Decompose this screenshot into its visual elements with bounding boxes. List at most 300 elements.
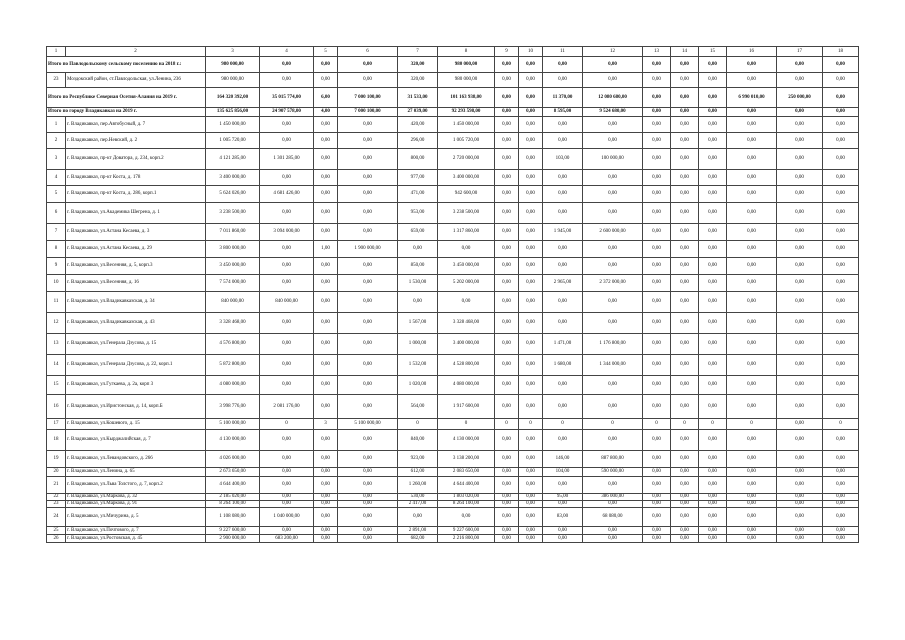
address-cell: г. Владикавказ, ул.Ленина, д. 65 xyxy=(66,468,206,477)
value-cell: 11 370,00 xyxy=(543,88,583,108)
value-cell: 0,00 xyxy=(671,451,699,468)
value-cell: 0,00 xyxy=(823,292,859,313)
value-cell: 101 163 938,00 xyxy=(438,88,495,108)
value-cell: 3 400 000,00 xyxy=(438,334,495,355)
value-cell: 7 574 000,00 xyxy=(206,275,260,292)
value-cell: 0,00 xyxy=(519,117,543,133)
value-cell: 0,00 xyxy=(671,258,699,275)
value-cell: 0,00 xyxy=(338,508,398,527)
value-cell: 0,00 xyxy=(777,419,823,430)
value-cell: 0,00 xyxy=(260,477,314,494)
value-cell: 0,00 xyxy=(260,73,314,88)
value-cell: 0,00 xyxy=(338,468,398,477)
total-label: Итого по Павлодольскому сельскому поселению на 2018 г.: xyxy=(47,57,206,73)
value-cell: 0,00 xyxy=(823,527,859,535)
total-row xyxy=(47,88,859,108)
value-cell: 0,00 xyxy=(314,477,338,494)
value-cell: 0,00 xyxy=(699,241,727,258)
value-cell: 0,00 xyxy=(727,501,777,508)
value-cell: 1 040 000,00 xyxy=(260,508,314,527)
value-cell: 0,00 xyxy=(583,313,643,334)
value-cell: 0,00 xyxy=(314,275,338,292)
value-cell: 0,00 xyxy=(583,133,643,149)
value-cell: 0,00 xyxy=(699,292,727,313)
value-cell: 27 039,00 xyxy=(398,108,438,117)
value-cell: 1 945,00 xyxy=(543,224,583,241)
value-cell: 320,00 xyxy=(398,57,438,73)
value-cell: 0,00 xyxy=(777,313,823,334)
value-cell: 0,00 xyxy=(671,355,699,376)
value-cell: 0,00 xyxy=(643,430,671,451)
value-cell: 0,00 xyxy=(671,186,699,203)
value-cell: 0,00 xyxy=(260,241,314,258)
table-row xyxy=(47,419,859,430)
row-number: 15 xyxy=(47,376,66,395)
value-cell: 0,00 xyxy=(699,170,727,186)
value-cell: 0,00 xyxy=(823,170,859,186)
value-cell: 0,00 xyxy=(823,395,859,419)
value-cell: 0,00 xyxy=(643,535,671,543)
value-cell: 0,00 xyxy=(777,57,823,73)
value-cell: 0,00 xyxy=(643,501,671,508)
row-number: 16 xyxy=(47,395,66,419)
value-cell: 0,00 xyxy=(495,451,519,468)
value-cell: 8 595,00 xyxy=(543,108,583,117)
value-cell: 0,00 xyxy=(543,133,583,149)
value-cell: 0,00 xyxy=(583,430,643,451)
value-cell: 0,00 xyxy=(583,376,643,395)
value-cell: 0,00 xyxy=(495,355,519,376)
value-cell: 0 xyxy=(671,419,699,430)
value-cell: 0,00 xyxy=(727,355,777,376)
value-cell: 0,00 xyxy=(727,292,777,313)
value-cell: 0,00 xyxy=(495,170,519,186)
value-cell: 0,00 xyxy=(699,395,727,419)
value-cell: 0,00 xyxy=(495,468,519,477)
value-cell: 0,00 xyxy=(338,224,398,241)
table-row xyxy=(47,224,859,241)
value-cell: 0,00 xyxy=(727,241,777,258)
header-row xyxy=(47,47,859,57)
column-number-header: 11 xyxy=(543,47,583,57)
value-cell: 0 xyxy=(823,419,859,430)
value-cell: 1,00 xyxy=(314,241,338,258)
address-cell: г. Владикавказ, ул.Левандовского, д. 266 xyxy=(66,451,206,468)
value-cell: 3 xyxy=(314,419,338,430)
value-cell: 2 185 020,00 xyxy=(206,494,260,501)
table-row xyxy=(47,477,859,494)
address-cell: г. Владикавказ, ул.Ростовская, д. 45 xyxy=(66,535,206,543)
address-cell: г. Владикавказ, ул.Почтового, д. 7 xyxy=(66,527,206,535)
column-number-header: 13 xyxy=(643,47,671,57)
value-cell: 1 532,00 xyxy=(398,355,438,376)
value-cell: 0,00 xyxy=(727,258,777,275)
value-cell: 0,00 xyxy=(823,334,859,355)
value-cell: 840,00 xyxy=(398,430,438,451)
value-cell: 0,00 xyxy=(314,133,338,149)
value-cell: 0,00 xyxy=(495,117,519,133)
value-cell: 0,00 xyxy=(777,292,823,313)
value-cell: 250 000,00 xyxy=(777,88,823,108)
value-cell: 0 xyxy=(583,419,643,430)
address-cell: г. Владикавказ, пер.Автобусный, д. 7 xyxy=(66,117,206,133)
row-number: 20 xyxy=(47,468,66,477)
table-row xyxy=(47,275,859,292)
value-cell: 0,00 xyxy=(699,108,727,117)
value-cell: 9 227 600,00 xyxy=(438,527,495,535)
value-cell: 0,00 xyxy=(495,313,519,334)
value-cell: 0,00 xyxy=(495,527,519,535)
value-cell: 0,00 xyxy=(338,494,398,501)
row-number: 23 xyxy=(47,501,66,508)
value-cell: 4 644 400,00 xyxy=(438,477,495,494)
value-cell: 68 080,00 xyxy=(583,508,643,527)
column-number-header: 6 xyxy=(338,47,398,57)
value-cell: 0,00 xyxy=(823,494,859,501)
value-cell: 0,00 xyxy=(823,203,859,224)
value-cell: 0,00 xyxy=(777,477,823,494)
value-cell: 0,00 xyxy=(777,508,823,527)
value-cell: 4 121 285,00 xyxy=(206,149,260,170)
address-cell: г. Владикавказ, ул.Академика Шегрена, д. 1 xyxy=(66,203,206,224)
table-row xyxy=(47,501,859,508)
value-cell: 3 138 200,00 xyxy=(438,451,495,468)
value-cell: 3 450 000,00 xyxy=(438,258,495,275)
value-cell: 0,00 xyxy=(699,468,727,477)
row-number: 7 xyxy=(47,224,66,241)
row-number: 17 xyxy=(47,419,66,430)
value-cell: 0,00 xyxy=(643,477,671,494)
value-cell: 0,00 xyxy=(519,508,543,527)
value-cell: 0,00 xyxy=(699,186,727,203)
value-cell: 0,00 xyxy=(777,186,823,203)
value-cell: 0,00 xyxy=(583,73,643,88)
value-cell: 0,00 xyxy=(671,57,699,73)
value-cell: 0,00 xyxy=(519,355,543,376)
value-cell: 4,00 xyxy=(314,108,338,117)
value-cell: 1 344 000,00 xyxy=(583,355,643,376)
value-cell: 5 100 000,00 xyxy=(206,419,260,430)
value-cell: 0,00 xyxy=(671,224,699,241)
value-cell: 2 891,00 xyxy=(398,527,438,535)
value-cell: 0 xyxy=(398,419,438,430)
address-cell: г. Владикавказ, ул.Генерала Дзусова, д. 15 xyxy=(66,334,206,355)
value-cell: 0,00 xyxy=(671,241,699,258)
address-cell: г. Владикавказ, ул.Весенняя, д. 16 xyxy=(66,275,206,292)
value-cell: 0,00 xyxy=(671,477,699,494)
value-cell: 3 400 000,00 xyxy=(438,170,495,186)
value-cell: 8 264 100,00 xyxy=(438,501,495,508)
value-cell: 0,00 xyxy=(338,477,398,494)
row-number: 1 xyxy=(47,117,66,133)
value-cell: 0,00 xyxy=(727,203,777,224)
value-cell: 0,00 xyxy=(338,355,398,376)
value-cell: 0,00 xyxy=(338,73,398,88)
row-number: 11 xyxy=(47,292,66,313)
table-row xyxy=(47,395,859,419)
value-cell: 0,00 xyxy=(495,292,519,313)
value-cell: 2 600 000,00 xyxy=(583,224,643,241)
value-cell: 1 108 080,00 xyxy=(206,508,260,527)
value-cell: 2 900 000,00 xyxy=(206,535,260,543)
value-cell: 0,00 xyxy=(314,527,338,535)
value-cell: 3 238 500,00 xyxy=(206,203,260,224)
value-cell: 0,00 xyxy=(699,203,727,224)
value-cell: 0,00 xyxy=(495,133,519,149)
value-cell: 0,00 xyxy=(338,117,398,133)
value-cell: 0,00 xyxy=(314,468,338,477)
value-cell: 320,00 xyxy=(398,73,438,88)
value-cell: 5 624 026,00 xyxy=(206,186,260,203)
value-cell: 0,00 xyxy=(260,527,314,535)
value-cell: 0,00 xyxy=(260,117,314,133)
value-cell: 0,00 xyxy=(727,108,777,117)
value-cell: 0,00 xyxy=(643,292,671,313)
value-cell: 0,00 xyxy=(543,258,583,275)
value-cell: 0,00 xyxy=(643,108,671,117)
value-cell: 0,00 xyxy=(671,108,699,117)
value-cell: 0,00 xyxy=(338,258,398,275)
value-cell: 0,00 xyxy=(583,501,643,508)
value-cell: 0,00 xyxy=(823,451,859,468)
value-cell: 0,00 xyxy=(543,313,583,334)
column-number-header: 16 xyxy=(727,47,777,57)
row-number: 4 xyxy=(47,170,66,186)
total-label: Итого по Республике Северная Осетия-Алания на 2019 г. xyxy=(47,88,206,108)
column-number-header: 14 xyxy=(671,47,699,57)
value-cell: 0,00 xyxy=(777,395,823,419)
value-cell: 0,00 xyxy=(338,292,398,313)
address-cell: г. Владикавказ, пр-кт Доватора, д. 234, корп.2 xyxy=(66,149,206,170)
value-cell: 0,00 xyxy=(495,149,519,170)
table-row xyxy=(47,149,859,170)
value-cell: 0,00 xyxy=(519,376,543,395)
value-cell: 980 000,00 xyxy=(206,73,260,88)
value-cell: 0,00 xyxy=(643,508,671,527)
address-cell: г. Владикавказ, пр-кт Коста, д. 286, корп.1 xyxy=(66,186,206,203)
column-number-header: 9 xyxy=(495,47,519,57)
table-row xyxy=(47,430,859,451)
table-row xyxy=(47,170,859,186)
value-cell: 3 450 000,00 xyxy=(206,258,260,275)
column-number-header: 10 xyxy=(519,47,543,57)
value-cell: 0,00 xyxy=(643,376,671,395)
value-cell: 0,00 xyxy=(314,258,338,275)
table-row xyxy=(47,334,859,355)
value-cell: 840 000,00 xyxy=(260,292,314,313)
value-cell: 0,00 xyxy=(823,149,859,170)
value-cell: 0,00 xyxy=(823,108,859,117)
value-cell: 0,00 xyxy=(699,376,727,395)
value-cell: 0,00 xyxy=(643,395,671,419)
value-cell: 0,00 xyxy=(260,376,314,395)
value-cell: 0,00 xyxy=(699,73,727,88)
value-cell: 0,00 xyxy=(438,241,495,258)
value-cell: 0,00 xyxy=(338,451,398,468)
value-cell: 0,00 xyxy=(727,376,777,395)
address-cell: г. Владикавказ, ул.Кырджалийская, д. 7 xyxy=(66,430,206,451)
value-cell: 0,00 xyxy=(643,527,671,535)
value-cell: 8 264 100,00 xyxy=(206,501,260,508)
row-number: 22 xyxy=(47,494,66,501)
table-row xyxy=(47,508,859,527)
value-cell: 0,00 xyxy=(823,355,859,376)
value-cell: 0 xyxy=(438,419,495,430)
table-row xyxy=(47,313,859,334)
value-cell: 0,00 xyxy=(727,313,777,334)
value-cell: 0,00 xyxy=(314,451,338,468)
value-cell: 0,00 xyxy=(643,224,671,241)
value-cell: 0,00 xyxy=(519,133,543,149)
value-cell: 0,00 xyxy=(699,494,727,501)
value-cell: 0,00 xyxy=(260,451,314,468)
value-cell: 0,00 xyxy=(699,334,727,355)
value-cell: 887 800,00 xyxy=(583,451,643,468)
value-cell: 1 005 720,00 xyxy=(438,133,495,149)
value-cell: 0,00 xyxy=(823,508,859,527)
value-cell: 1 900 000,00 xyxy=(338,241,398,258)
table-row xyxy=(47,258,859,275)
value-cell: 0,00 xyxy=(398,292,438,313)
value-cell: 0,00 xyxy=(260,355,314,376)
value-cell: 0,00 xyxy=(643,57,671,73)
column-number-header: 17 xyxy=(777,47,823,57)
row-number: 2 xyxy=(47,133,66,149)
value-cell: 980 000,00 xyxy=(438,73,495,88)
value-cell: 0,00 xyxy=(727,527,777,535)
value-cell: 0,00 xyxy=(583,170,643,186)
value-cell: 4 576 800,00 xyxy=(206,334,260,355)
value-cell: 0,00 xyxy=(671,88,699,108)
value-cell: 0,00 xyxy=(519,527,543,535)
value-cell: 1 917 600,00 xyxy=(438,395,495,419)
value-cell: 682,00 xyxy=(398,535,438,543)
table-row xyxy=(47,355,859,376)
value-cell: 0,00 xyxy=(777,501,823,508)
value-cell: 0,00 xyxy=(699,258,727,275)
value-cell: 0,00 xyxy=(519,88,543,108)
value-cell: 0 xyxy=(260,419,314,430)
value-cell: 0,00 xyxy=(260,203,314,224)
value-cell: 0,00 xyxy=(338,57,398,73)
value-cell: 6 990 010,00 xyxy=(727,88,777,108)
value-cell: 0,00 xyxy=(777,133,823,149)
value-cell: 0,00 xyxy=(314,224,338,241)
value-cell: 0,00 xyxy=(583,203,643,224)
value-cell: 0,00 xyxy=(643,355,671,376)
value-cell: 31 533,00 xyxy=(398,88,438,108)
value-cell: 0,00 xyxy=(495,501,519,508)
value-cell: 0,00 xyxy=(699,149,727,170)
value-cell: 0,00 xyxy=(260,57,314,73)
value-cell: 0,00 xyxy=(727,334,777,355)
value-cell: 2 720 000,00 xyxy=(438,149,495,170)
column-number-header: 1 xyxy=(47,47,66,57)
value-cell: 0,00 xyxy=(495,334,519,355)
value-cell: 0,00 xyxy=(314,395,338,419)
value-cell: 0,00 xyxy=(495,275,519,292)
value-cell: 0,00 xyxy=(727,468,777,477)
table-row xyxy=(47,186,859,203)
value-cell: 0,00 xyxy=(777,535,823,543)
value-cell: 0,00 xyxy=(495,108,519,117)
value-cell: 612,00 xyxy=(398,468,438,477)
value-cell: 0,00 xyxy=(699,57,727,73)
table-row xyxy=(47,451,859,468)
value-cell: 0,00 xyxy=(583,186,643,203)
value-cell: 0,00 xyxy=(643,451,671,468)
value-cell: 3 400 000,00 xyxy=(206,170,260,186)
value-cell: 0,00 xyxy=(643,73,671,88)
value-cell: 0,00 xyxy=(519,477,543,494)
address-cell: г. Владикавказ, ул.Весенняя, д. 5, корп.3 xyxy=(66,258,206,275)
value-cell: 0,00 xyxy=(438,292,495,313)
value-cell: 2 216 800,00 xyxy=(438,535,495,543)
value-cell: 1 530,00 xyxy=(398,275,438,292)
value-cell: 0,00 xyxy=(338,275,398,292)
value-cell: 0,00 xyxy=(727,535,777,543)
report-sheet xyxy=(46,46,858,543)
value-cell: 0,00 xyxy=(314,508,338,527)
value-cell: 3 094 000,00 xyxy=(260,224,314,241)
row-number: 10 xyxy=(47,275,66,292)
value-cell: 0,00 xyxy=(260,501,314,508)
value-cell: 0,00 xyxy=(495,57,519,73)
value-cell: 0,00 xyxy=(495,376,519,395)
value-cell: 0,00 xyxy=(519,186,543,203)
value-cell: 0,00 xyxy=(699,117,727,133)
value-cell: 0,00 xyxy=(519,292,543,313)
value-cell: 0,00 xyxy=(495,224,519,241)
table-row xyxy=(47,468,859,477)
value-cell: 0,00 xyxy=(777,258,823,275)
value-cell: 0 xyxy=(699,419,727,430)
value-cell: 0,00 xyxy=(543,395,583,419)
value-cell: 164 320 392,00 xyxy=(206,88,260,108)
total-row xyxy=(47,57,859,73)
value-cell: 923,00 xyxy=(398,451,438,468)
value-cell: 0,00 xyxy=(495,430,519,451)
value-cell: 0,00 xyxy=(671,149,699,170)
value-cell: 564,00 xyxy=(398,395,438,419)
value-cell: 0,00 xyxy=(671,430,699,451)
value-cell: 0,00 xyxy=(727,57,777,73)
total-label: Итого по городу Владикавказ на 2019 г. xyxy=(47,108,206,117)
value-cell: 0,00 xyxy=(495,508,519,527)
row-number: 8 xyxy=(47,241,66,258)
table-row xyxy=(47,494,859,501)
value-cell: 0,00 xyxy=(643,149,671,170)
value-cell: 0,00 xyxy=(727,133,777,149)
value-cell: 0,00 xyxy=(727,186,777,203)
value-cell: 0,00 xyxy=(314,203,338,224)
value-cell: 0,00 xyxy=(543,117,583,133)
value-cell: 0,00 xyxy=(823,501,859,508)
value-cell: 0,00 xyxy=(777,203,823,224)
value-cell: 0,00 xyxy=(671,535,699,543)
row-number: 5 xyxy=(47,186,66,203)
value-cell: 0,00 xyxy=(519,430,543,451)
row-number: 24 xyxy=(47,508,66,527)
value-cell: 4 026 000,00 xyxy=(206,451,260,468)
value-cell: 0,00 xyxy=(583,292,643,313)
value-cell: 0,00 xyxy=(643,313,671,334)
value-cell: 135 625 856,00 xyxy=(206,108,260,117)
value-cell: 0,00 xyxy=(543,527,583,535)
value-cell: 0,00 xyxy=(643,186,671,203)
value-cell: 0,00 xyxy=(777,494,823,501)
value-cell: 4 644 400,00 xyxy=(206,477,260,494)
